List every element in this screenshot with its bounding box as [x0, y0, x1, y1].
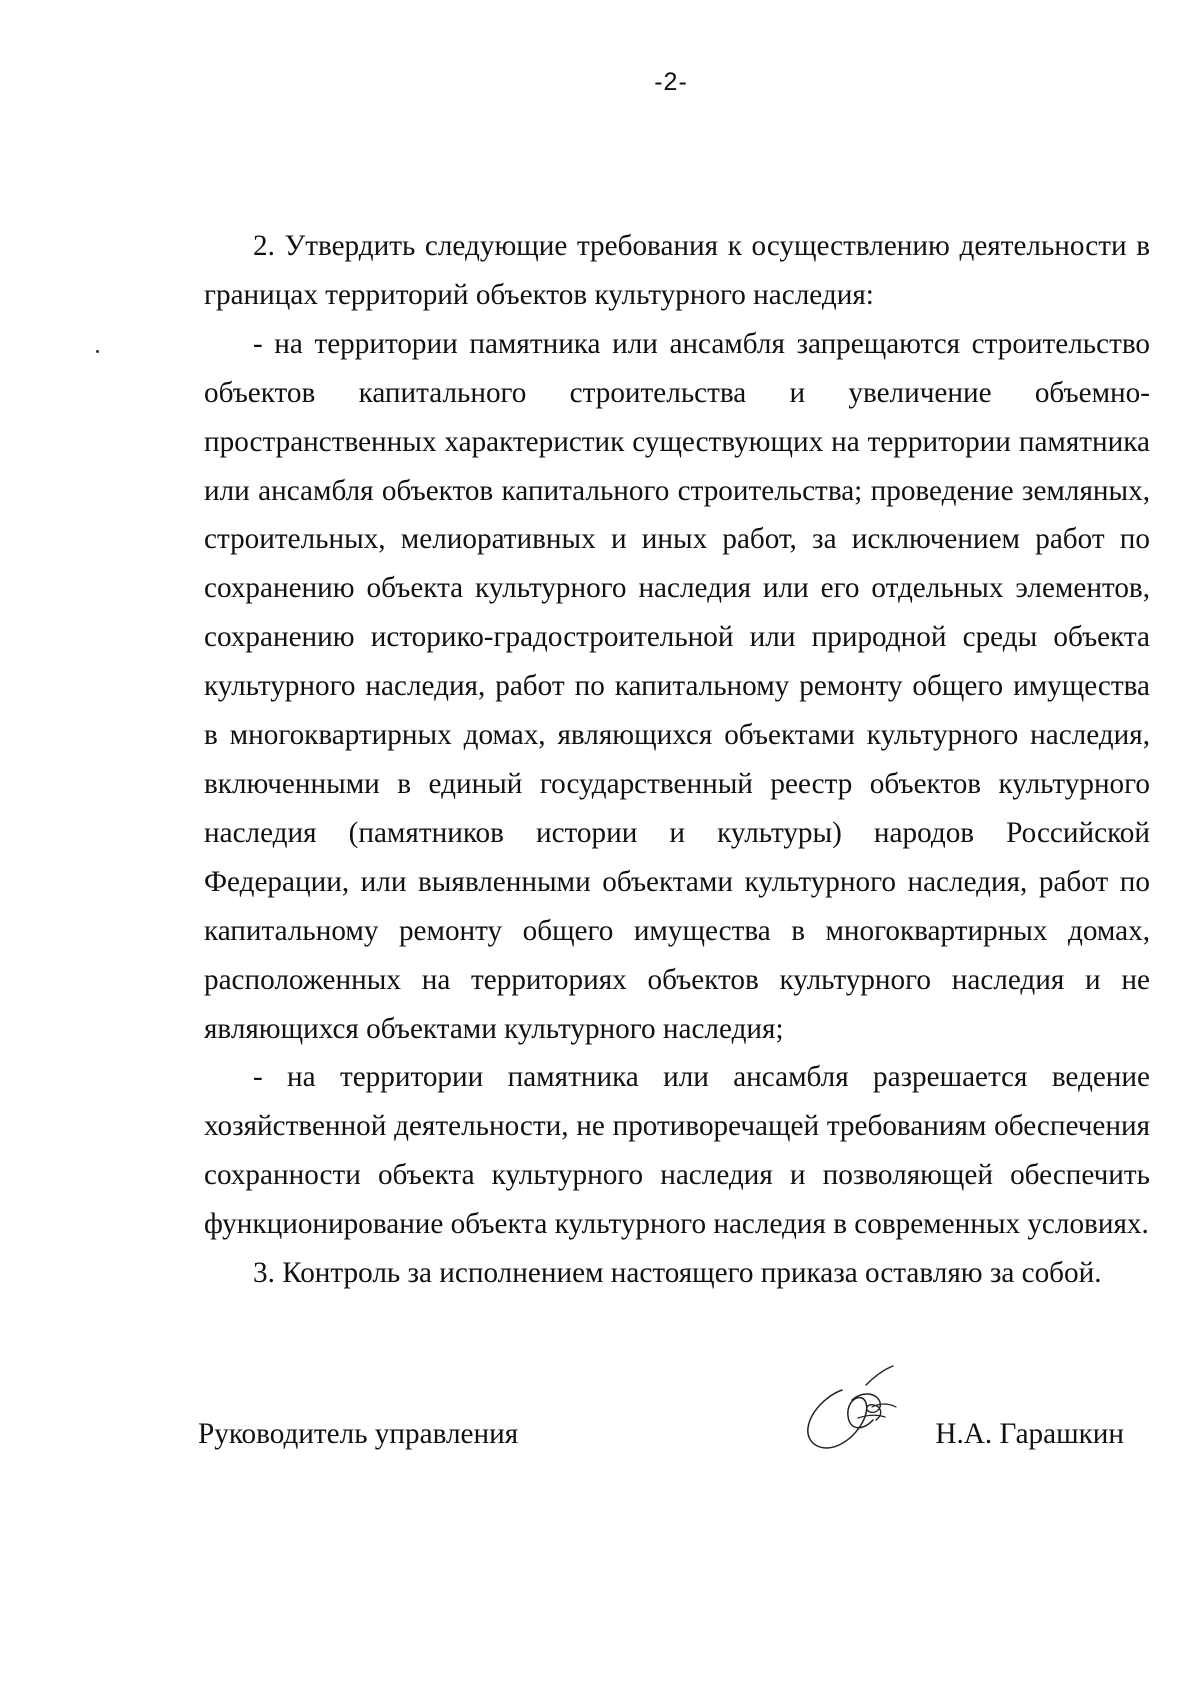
- scan-dot-mark: [96, 350, 99, 353]
- signature-block: [198, 1418, 1124, 1538]
- paragraph-requirements-intro: 2. Утвердить следующие требования к осуществлению деятельности в границах территорий объектов культурного наследия:: [204, 230, 1150, 311]
- page-number: -2-: [654, 68, 688, 96]
- signer-title: Руководитель управления: [198, 1418, 519, 1450]
- paragraph-prohibited-activities: - на территории памятника или ансамбля запрещаются строительство объектов капитального строительства и увеличение объемно-пространственных характеристик существующих на территории памятника или ансамбля объектов капитального строительства; проведение земляных, строительных, мелиоративных и иных работ, за исключением работ по сохранению объекта культурного наследия или его отдельных элементов, сохранению историко-градостроительной или природной среды объекта культурного наследия, работ по капитальному ремонту общего имущества в многоквартирных домах, являющихся объектами культурного наследия, включенными в единый государственный реестр объектов культурного наследия (памятников истории и культуры) народов Российской Федерации, или выявленными объектами культурного наследия, работ по капитальному ремонту общего имущества в многоквартирных домах, расположенных на территориях объектов культурного наследия и не являющихся объектами культурного наследия;: [204, 327, 1150, 1045]
- paragraph-permitted-activities: - на территории памятника или ансамбля разрешается ведение хозяйственной деятельности, не противоречащей требованиям обеспечения сохранности объекта культурного наследия и позволяющей обеспечить функционирование объекта культурного наследия в современных условиях.: [204, 1061, 1150, 1241]
- paragraph-control-clause: 3. Контроль за исполнением настоящего приказа оставляю за собой.: [253, 1257, 1102, 1290]
- handwritten-signature: [794, 1362, 904, 1466]
- signer-name: Н.А. Гарашкин: [935, 1418, 1124, 1450]
- document-body: [204, 222, 1150, 1298]
